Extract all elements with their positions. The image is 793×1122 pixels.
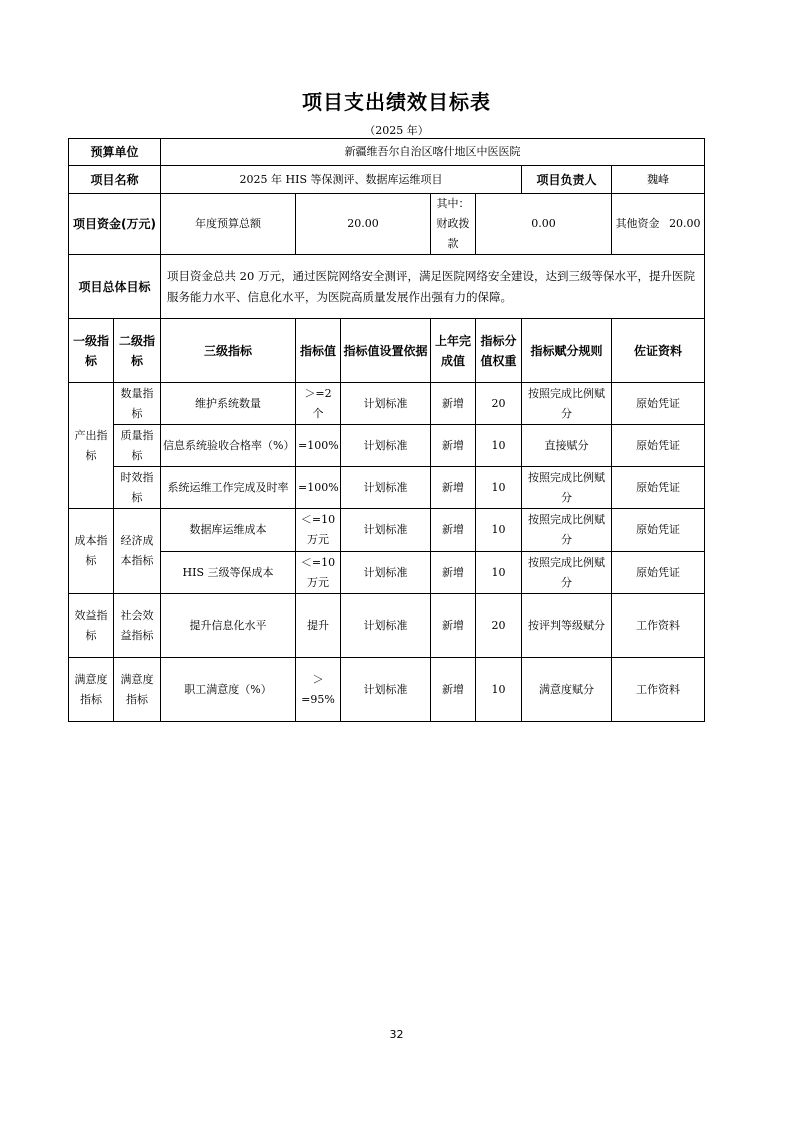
table-row: [69, 383, 705, 425]
row-basis: 计划标准: [341, 467, 431, 509]
unit-value: 新疆维吾尔自治区喀什地区中医医院: [161, 139, 705, 166]
table-row: [69, 658, 705, 722]
row-evidence: 原始凭证: [612, 552, 705, 594]
row-last-year: 新增: [431, 594, 476, 658]
group-benefit: 效益指标: [69, 594, 114, 658]
annual-budget-label: 年度预算总额: [161, 194, 296, 255]
row-weight: 10: [476, 658, 522, 722]
owner-label: 项目负责人: [522, 166, 612, 194]
row-value: ＞=95%: [296, 658, 341, 722]
performance-table: [68, 138, 705, 722]
row-last-year: 新增: [431, 509, 476, 552]
col-last-year: 上年完成值: [431, 319, 476, 383]
group-cost: 成本指标: [69, 509, 114, 594]
table-row: [69, 467, 705, 509]
other-funds-cell: [612, 194, 705, 255]
row-evidence: 原始凭证: [612, 425, 705, 467]
fiscal-value: 0.00: [476, 194, 612, 255]
col-level1: 一级指标: [69, 319, 114, 383]
row-rule: 按照完成比例赋分: [522, 552, 612, 594]
row-evidence: 工作资料: [612, 594, 705, 658]
row-last-year: 新增: [431, 383, 476, 425]
row-level2: 数量指标: [114, 383, 161, 425]
row-level2: 社会效益指标: [114, 594, 161, 658]
owner-value: 魏峰: [612, 166, 705, 194]
row-basis: 计划标准: [341, 383, 431, 425]
project-name-label: 项目名称: [69, 166, 161, 194]
row-level3: 数据库运维成本: [161, 509, 296, 552]
unit-label: 预算单位: [69, 139, 161, 166]
row-level3: 系统运维工作完成及时率: [161, 467, 296, 509]
goal-row: [69, 255, 705, 319]
other-funds-value: 20.00: [669, 217, 701, 230]
row-basis: 计划标准: [341, 425, 431, 467]
row-evidence: 原始凭证: [612, 383, 705, 425]
row-level2: 时效指标: [114, 467, 161, 509]
row-rule: 按评判等级赋分: [522, 594, 612, 658]
col-basis: 指标值设置依据: [341, 319, 431, 383]
row-weight: 20: [476, 383, 522, 425]
row-level3: 信息系统验收合格率（%）: [161, 425, 296, 467]
row-level3: 提升信息化水平: [161, 594, 296, 658]
row-weight: 10: [476, 425, 522, 467]
row-basis: 计划标准: [341, 552, 431, 594]
row-value: 提升: [296, 594, 341, 658]
other-funds-label: 其他资金: [615, 217, 660, 230]
unit-row: [69, 139, 705, 166]
group-satisfaction: 满意度指标: [69, 658, 114, 722]
row-level2: 满意度指标: [114, 658, 161, 722]
col-value: 指标值: [296, 319, 341, 383]
table-row: [69, 594, 705, 658]
row-weight: 10: [476, 467, 522, 509]
table-row: [69, 425, 705, 467]
row-basis: 计划标准: [341, 594, 431, 658]
col-level3: 三级指标: [161, 319, 296, 383]
row-evidence: 原始凭证: [612, 467, 705, 509]
row-level2: 经济成本指标: [114, 509, 161, 594]
goal-label: 项目总体目标: [69, 255, 161, 319]
year-label: （2025 年）: [364, 124, 429, 137]
project-name-row: [69, 166, 705, 194]
page-title: 项目支出绩效目标表: [302, 90, 491, 114]
row-level3: 维护系统数量: [161, 383, 296, 425]
col-evidence: 佐证资料: [612, 319, 705, 383]
col-rule: 指标赋分规则: [522, 319, 612, 383]
row-value: ＜=10 万元: [296, 552, 341, 594]
row-basis: 计划标准: [341, 658, 431, 722]
row-rule: 按照完成比例赋分: [522, 467, 612, 509]
fiscal-label: 其中：财政拨款: [431, 194, 476, 255]
page-number: 32: [389, 1028, 404, 1041]
row-evidence: 原始凭证: [612, 509, 705, 552]
row-weight: 10: [476, 552, 522, 594]
row-level3: HIS 三级等保成本: [161, 552, 296, 594]
project-name-value: 2025 年 HIS 等保测评、数据库运维项目: [161, 166, 522, 194]
group-output: 产出指标: [69, 383, 114, 509]
row-value: ＜=10 万元: [296, 509, 341, 552]
row-weight: 10: [476, 509, 522, 552]
column-header-row: [69, 319, 705, 383]
row-weight: 20: [476, 594, 522, 658]
row-last-year: 新增: [431, 658, 476, 722]
row-value: =100%: [296, 425, 341, 467]
row-rule: 直接赋分: [522, 425, 612, 467]
row-rule: 按照完成比例赋分: [522, 383, 612, 425]
row-basis: 计划标准: [341, 509, 431, 552]
funds-row: [69, 194, 705, 255]
row-rule: 按照完成比例赋分: [522, 509, 612, 552]
table-row: [69, 552, 705, 594]
row-level2: 质量指标: [114, 425, 161, 467]
row-last-year: 新增: [431, 467, 476, 509]
goal-text: 项目资金总共 20 万元，通过医院网络安全测评，满足医院网络安全建设，达到三级等保水平，提升医院服务能力水平、信息化水平，为医院高质量发展作出强有力的保障。: [161, 255, 705, 319]
annual-budget-value: 20.00: [296, 194, 431, 255]
row-value: =100%: [296, 467, 341, 509]
col-level2: 二级指标: [114, 319, 161, 383]
row-rule: 满意度赋分: [522, 658, 612, 722]
row-last-year: 新增: [431, 552, 476, 594]
row-value: ＞=2 个: [296, 383, 341, 425]
funds-label: 项目资金(万元): [69, 194, 161, 255]
col-weight: 指标分值权重: [476, 319, 522, 383]
row-evidence: 工作资料: [612, 658, 705, 722]
table-row: [69, 509, 705, 552]
row-last-year: 新增: [431, 425, 476, 467]
row-level3: 职工满意度（%）: [161, 658, 296, 722]
